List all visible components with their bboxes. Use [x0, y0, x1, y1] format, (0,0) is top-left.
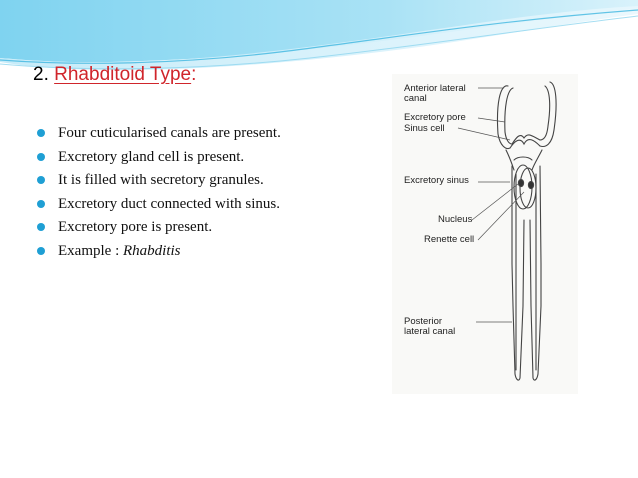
label-sinus-cell: Sinus cell — [404, 123, 445, 134]
slide-title — [33, 64, 196, 86]
label-anterior-lateral-canal — [404, 84, 466, 104]
label-posterior-line2: lateral canal — [404, 326, 456, 337]
bullet-icon — [37, 176, 45, 184]
bullet-text: Example : — [58, 242, 123, 259]
label-nucleus: Nucleus — [438, 214, 473, 225]
label-posterior-lateral-canal — [404, 317, 455, 337]
bullet-icon — [37, 223, 45, 231]
label-posterior-line1: Posterior — [404, 316, 443, 327]
bullet-icon — [37, 247, 45, 255]
bullet-text: Excretory pore is present. — [58, 219, 213, 235]
bullet-icon — [37, 153, 45, 161]
bullet-icon — [37, 129, 45, 137]
label-excretory-pore: Excretory pore — [404, 112, 466, 123]
bullet-text: It is filled with secretory granules. — [58, 172, 264, 188]
label-anterior-line2: canal — [404, 93, 427, 104]
bullet-item — [37, 195, 281, 219]
bullet-item — [37, 242, 281, 266]
label-anterior-line1: Anterior lateral — [404, 83, 466, 94]
bullet-text: Excretory gland cell is present. — [58, 148, 245, 165]
label-renette-cell: Renette cell — [424, 234, 475, 245]
label-excretory-sinus: Excretory sinus — [404, 175, 469, 186]
example-species: Rhabditis — [122, 242, 181, 259]
title-number: 2. — [33, 64, 49, 85]
bullet-item — [37, 218, 281, 242]
title-colon: : — [191, 64, 197, 85]
bullet-list — [37, 124, 281, 265]
bullet-text: Four cuticularised canals are present. — [58, 125, 281, 141]
bullet-icon — [37, 200, 45, 208]
bullet-item — [37, 171, 281, 195]
bullet-text: Excretory duct connected with sinus. — [58, 195, 281, 212]
title-type: Rhabditoid Type — [54, 64, 192, 85]
bullet-item — [37, 124, 281, 148]
bullet-item — [37, 148, 281, 172]
rhabditoid-diagram — [392, 74, 578, 394]
